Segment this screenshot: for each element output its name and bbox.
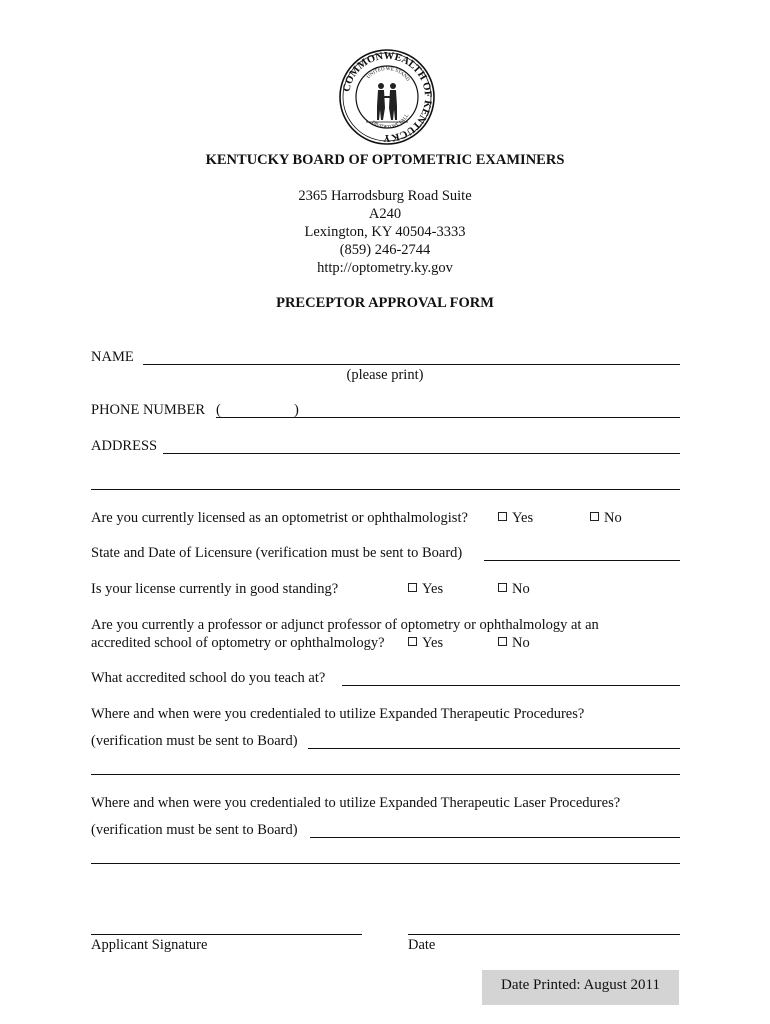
phone-field[interactable] [216,417,680,418]
name-label: NAME [91,349,134,365]
address-field-line-2[interactable] [91,489,680,490]
name-field[interactable] [143,364,680,365]
licensed-yes-label: Yes [512,510,534,526]
good-standing-no-label: No [512,581,530,597]
checkbox-icon [408,637,417,646]
licensed-no-label: No [604,510,622,526]
expanded-field-line-2[interactable] [91,774,680,775]
question-licensed: Are you currently licensed as an optometrist or ophthalmologist? [91,510,468,526]
professor-no-checkbox[interactable] [498,635,530,652]
date-field[interactable] [408,934,680,935]
licensed-yes-checkbox[interactable] [498,510,533,527]
question-expanded: Where and when were you credentialed to utilize Expanded Therapeutic Procedures? [91,706,585,722]
checkbox-icon [498,583,507,592]
kentucky-seal [338,48,436,146]
expanded-field-line-1[interactable] [308,748,680,749]
signature-label: Applicant Signature [91,937,208,953]
form-title: PRECEPTOR APPROVAL FORM [276,295,494,311]
professor-yes-label: Yes [422,635,444,651]
question-professor-line-1: Are you currently a professor or adjunct professor of optometry or ophthalmology at an [91,617,599,633]
question-laser: Where and when were you credentialed to utilize Expanded Therapeutic Laser Procedures? [91,795,621,811]
checkbox-icon [408,583,417,592]
seal-top-text: UNITED WE STAND [366,66,410,83]
board-name: KENTUCKY BOARD OF OPTOMETRIC EXAMINERS [205,152,565,168]
licensed-no-checkbox[interactable] [590,510,622,527]
checkbox-icon [498,637,507,646]
address-label: ADDRESS [91,438,158,454]
phone-area-close: ) [294,402,299,418]
address-line-3: Lexington, KY 40504-3333 [304,224,466,240]
good-standing-yes-checkbox[interactable] [408,581,443,598]
good-standing-no-checkbox[interactable] [498,581,530,598]
board-website[interactable]: http://optometry.ky.gov [317,260,453,276]
checkbox-icon [498,512,507,521]
professor-no-label: No [512,635,530,651]
licensure-state-field[interactable] [484,560,680,561]
good-standing-yes-label: Yes [422,581,444,597]
laser-field-line-1[interactable] [310,837,680,838]
question-professor-line-2: accredited school of optometry or ophthalmology? [91,635,385,651]
question-licensure-state: State and Date of Licensure (verification must be sent to Board) [91,545,463,561]
address-line-1: 2365 Harrodsburg Road Suite [298,188,472,204]
phone-area-open: ( [216,402,221,418]
seal-bottom-text: DIVIDED WE FALL [370,113,411,131]
signature-field[interactable] [91,934,362,935]
date-printed-badge: Date Printed: August 2011 [482,970,679,1005]
school-field[interactable] [342,685,680,686]
checkbox-icon [590,512,599,521]
address-line-2: A240 [368,206,402,222]
question-good-standing: Is your license currently in good standing? [91,581,339,597]
date-label: Date [408,937,436,953]
professor-yes-checkbox[interactable] [408,635,443,652]
expanded-verify-note: (verification must be sent to Board) [91,733,298,749]
name-hint: (please print) [346,367,424,383]
board-phone: (859) 246-2744 [339,242,431,258]
question-school: What accredited school do you teach at? [91,670,326,686]
phone-label: PHONE NUMBER [91,402,205,418]
address-field-line-1[interactable] [163,453,680,454]
seal-outer-text: COMMONWEALTH OF KENTUCKY [341,50,434,144]
laser-field-line-2[interactable] [91,863,680,864]
laser-verify-note: (verification must be sent to Board) [91,822,298,838]
